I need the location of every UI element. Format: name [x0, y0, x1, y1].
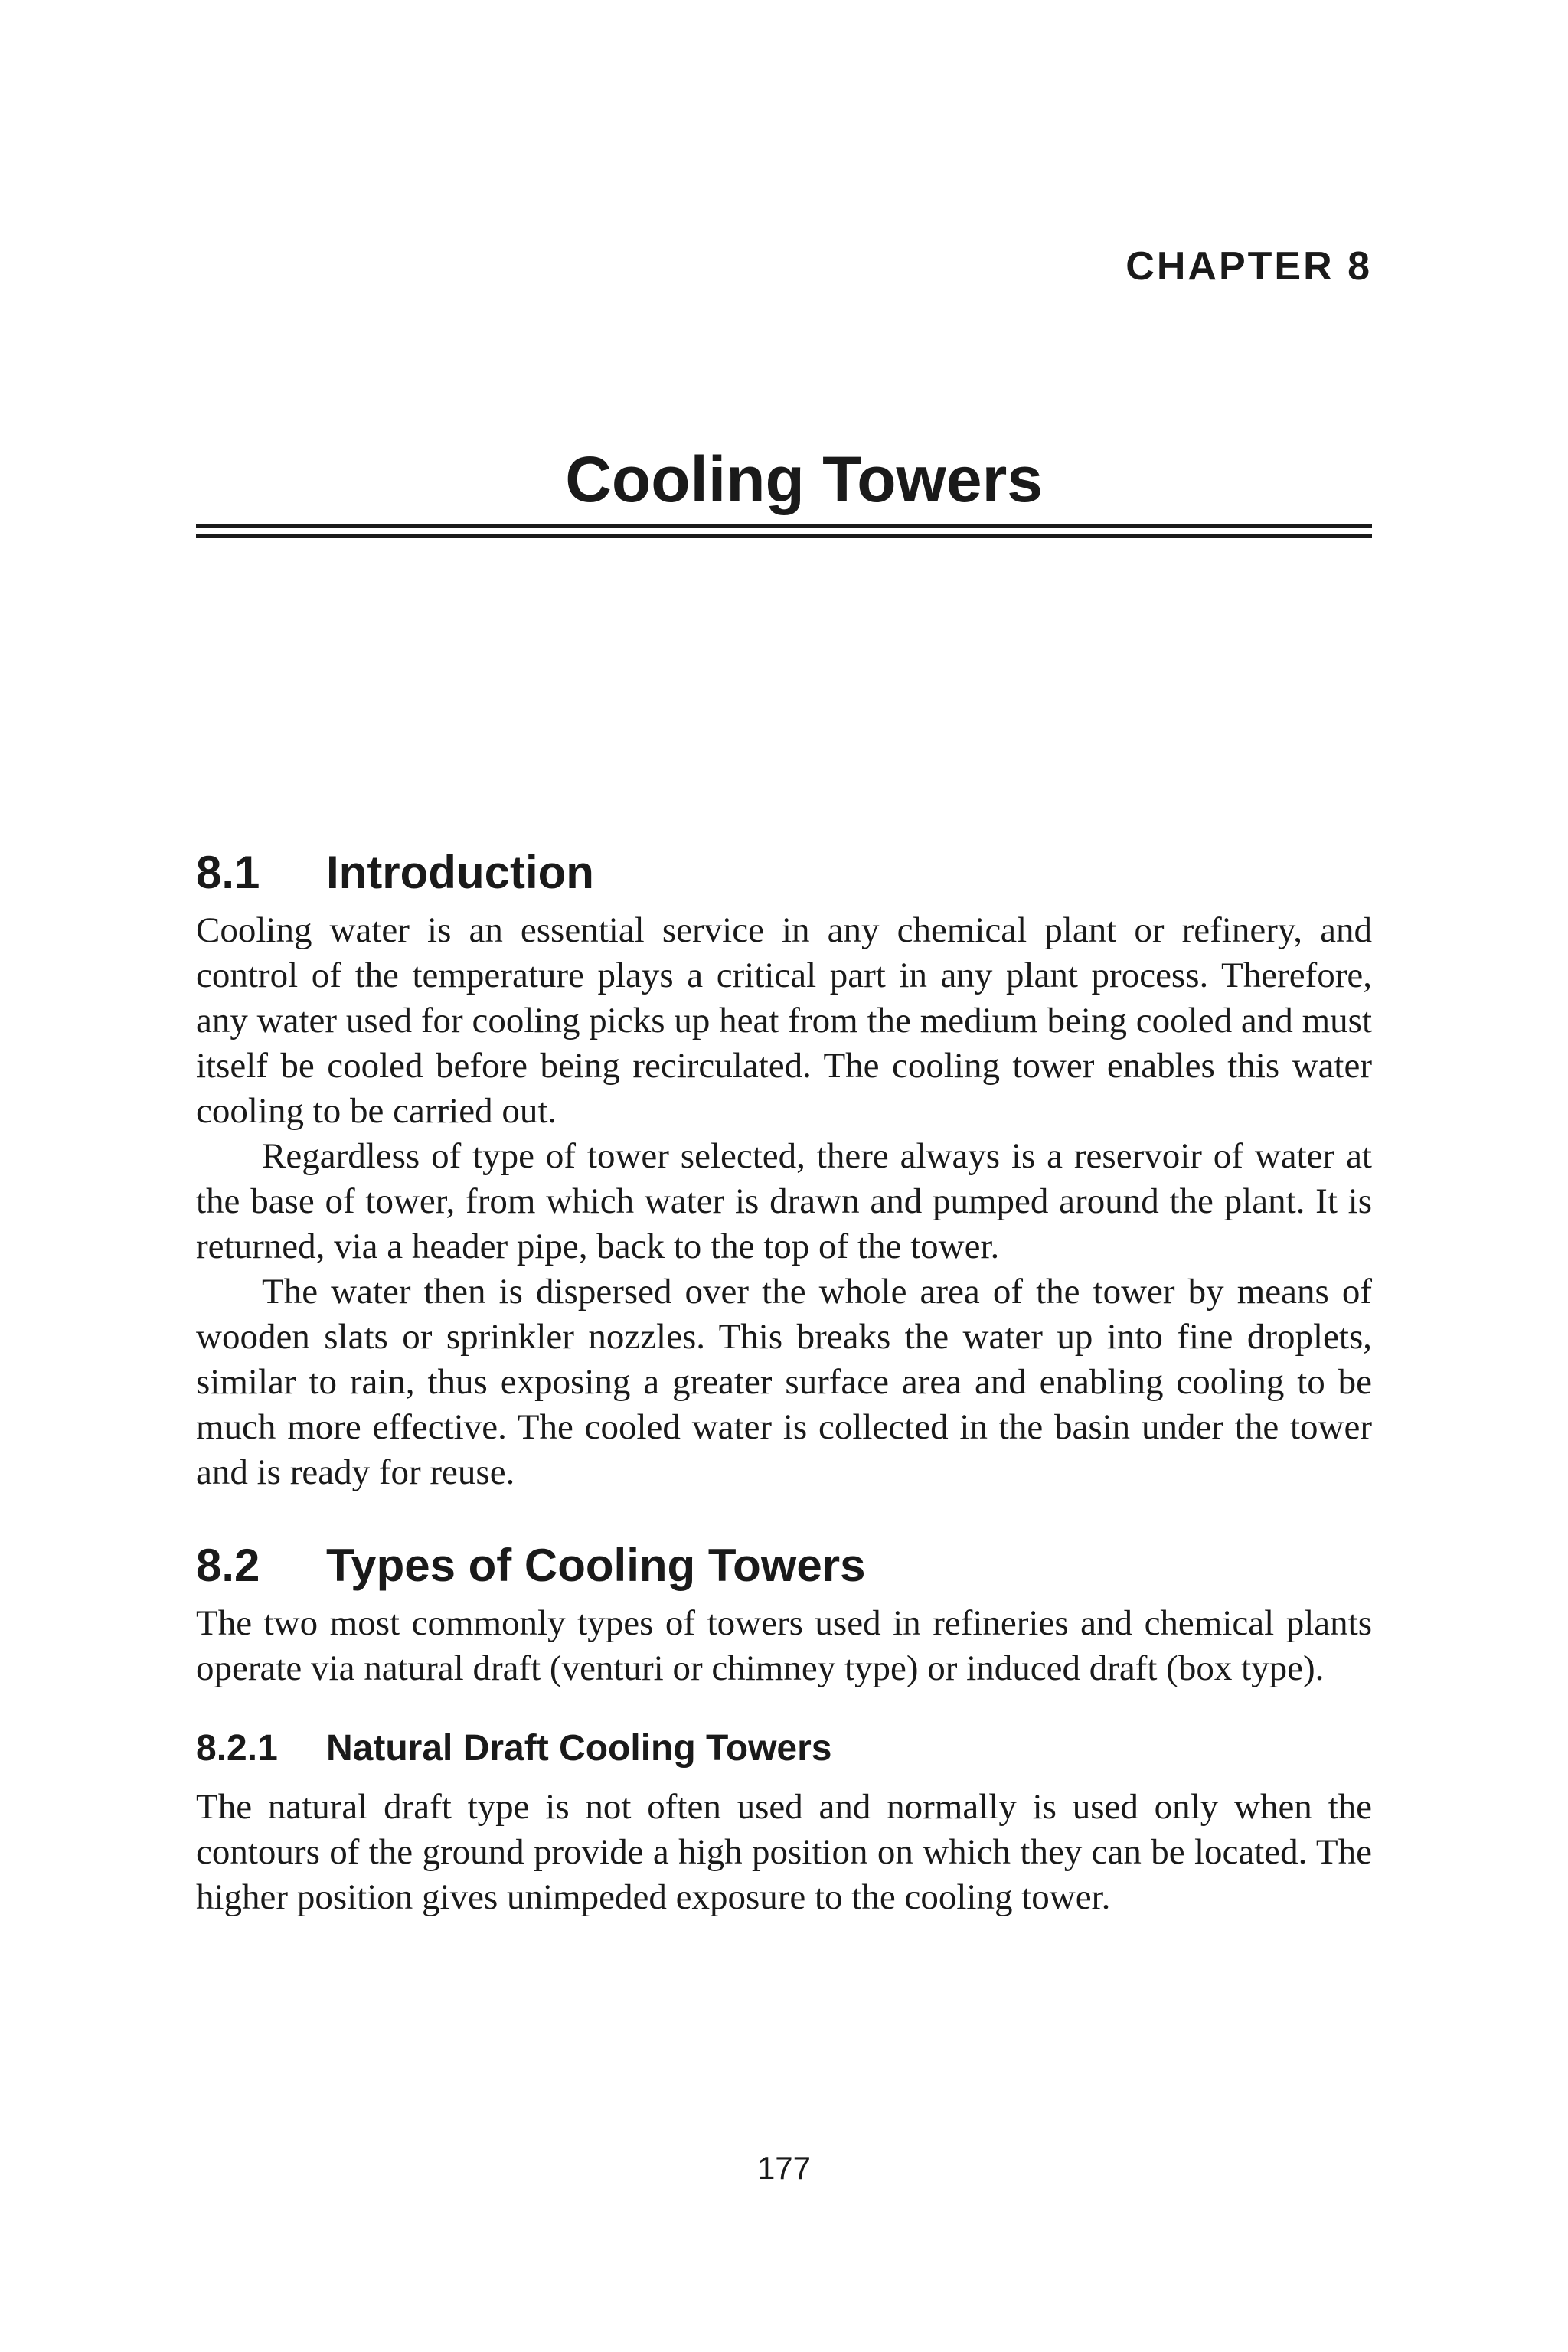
subsection-number: 8.2.1 [196, 1728, 278, 1769]
section-heading-introduction [196, 841, 1372, 905]
section-title: Types of Cooling Towers [326, 1540, 866, 1591]
chapter-title: Cooling Towers [565, 443, 1043, 515]
section-number: 8.1 [196, 847, 260, 898]
chapter-label: CHAPTER 8 [1125, 244, 1372, 289]
paragraph: The two most commonly types of towers used in refineries and chemical plants operate via natural draft (venturi or chimney type) or induced draft (box type). [196, 1603, 1372, 1688]
section-number: 8.2 [196, 1540, 260, 1591]
section-heading-types [196, 1534, 1372, 1598]
title-rule-top [196, 524, 1372, 528]
subsection-title: Natural Draft Cooling Towers [326, 1728, 832, 1769]
paragraph: The natural draft type is not often used and normally is used only when the contours of the ground provide a high position on which they can be located. The higher position gives unimpeded exposure to the cooling tower. [196, 1787, 1372, 1917]
paragraph: Regardless of type of tower selected, there always is a reservoir of water at the base of tower, from which water is drawn and pumped around the plant. It is returned, via a header pipe, back to the top of the tower. [196, 1136, 1372, 1266]
section-title: Introduction [326, 847, 594, 898]
title-rule-bottom [196, 534, 1372, 538]
paragraph: The water then is dispersed over the whole area of the tower by means of wooden slats or sprinkler nozzles. This breaks the water up into fine droplets, similar to rain, thus exposing a greater surface area and enabling cooling to be much more effective. The cooled water is collected in the basin under the tower and is ready for reuse. [196, 1272, 1372, 1492]
page-number: 177 [756, 2150, 812, 2186]
paragraph: Cooling water is an essential service in any chemical plant or refinery, and control of the temperature plays a critical part in any plant process. Therefore, any water used for cooling picks up heat from the medium being cooled and must itself be cooled before being recirculated. The cooling tower enables this water cooling to be carried out. [196, 910, 1372, 1131]
page-body [196, 841, 1372, 1920]
subsection-heading-natural-draft [196, 1722, 1372, 1775]
